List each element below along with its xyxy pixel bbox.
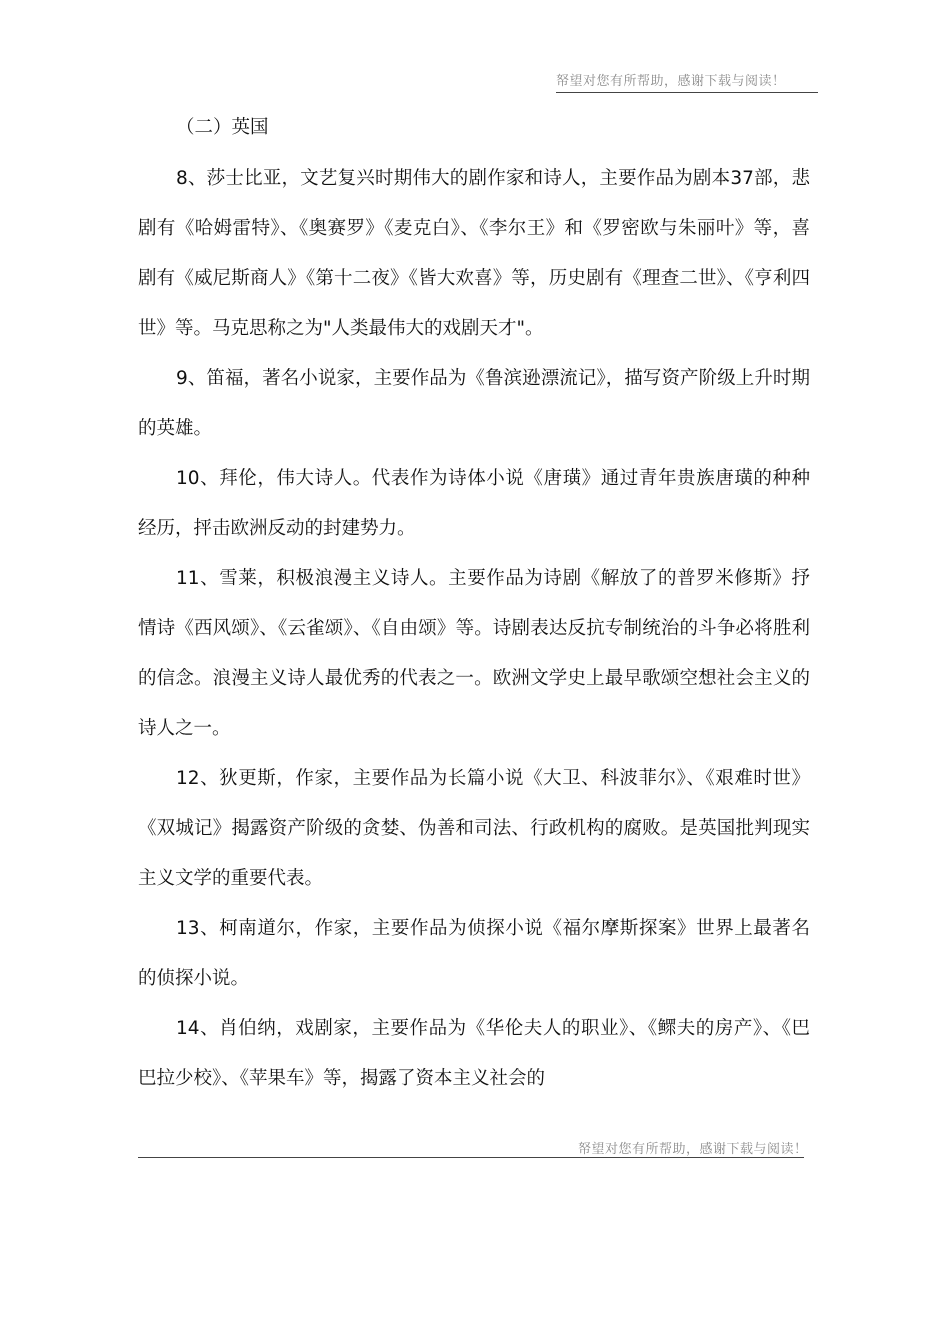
paragraph-dickens: 12、狄更斯，作家，主要作品为长篇小说《大卫、科波菲尔》、《艰难时世》《双城记》揭露资产阶级的贪婪、伪善和司法、行政机构的腐败。是英国批判现实主义文学的重要代表。 bbox=[138, 768, 810, 889]
paragraph-shakespeare: 8、莎士比亚，文艺复兴时期伟大的剧作家和诗人，主要作品为剧本37部，悲剧有《哈姆雷特》、《奥赛罗》《麦克白》、《李尔王》和《罗密欧与朱丽叶》等，喜剧有《威尼斯商人》《第十二夜》《皆大欢喜》等，历史剧有《理查二世》、《亨利四世》等。马克思称之为"人类最伟大的戏剧天才"。 bbox=[138, 168, 810, 339]
footer-note: 帑望对您有所帮助，感谢下载与阅读！ bbox=[578, 1142, 808, 1157]
section-heading: （二）英国 bbox=[176, 117, 269, 138]
paragraph-shelley: 11、雪莱，积极浪漫主义诗人。主要作品为诗剧《解放了的普罗米修斯》抒情诗《西风颂》、《云雀颂》、《自由颂》等。诗剧表达反抗专制统治的斗争必将胜利的信念。浪漫主义诗人最优秀的代表之一。欧洲文学史上最早歌颂空想社会主义的诗人之一。 bbox=[138, 568, 810, 739]
paragraph-shaw: 14、肖伯纳，戏剧家，主要作品为《华伦夫人的职业》、《鳏夫的房产》、《巴巴拉少校》、《苹果车》等，揭露了资本主义社会的 bbox=[138, 1018, 810, 1089]
paragraph-byron: 10、拜伦，伟大诗人。代表作为诗体小说《唐璜》通过青年贵族唐璜的种种经历，抨击欧洲反动的封建势力。 bbox=[138, 468, 810, 539]
document-body bbox=[138, 104, 810, 1104]
header-note: 帑望对您有所帮助，感谢下载与阅读！ bbox=[556, 72, 818, 93]
paragraph-defoe: 9、笛福，著名小说家，主要作品为《鲁滨逊漂流记》，描写资产阶级上升时期的英雄。 bbox=[138, 368, 810, 439]
paragraph-conan-doyle: 13、柯南道尔，作家，主要作品为侦探小说《福尔摩斯探案》世界上最著名的侦探小说。 bbox=[138, 918, 810, 989]
